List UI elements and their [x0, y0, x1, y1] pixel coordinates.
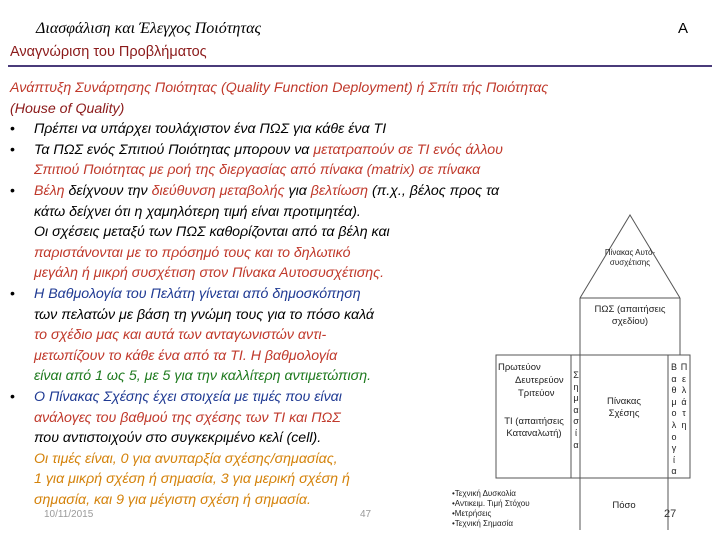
bullet-4-cont-1: των πελατών με βάση τη γνώμη τους για το πόσο καλά — [34, 306, 374, 323]
bullet-3: • Βέλη δείχνουν την διεύθυνση μεταβολής για βελτίωση (π.χ., βέλος προς τα — [10, 181, 700, 202]
roof-label: Πίνακας Αυτό-συσχέτισης — [604, 248, 656, 267]
rating-vertical-text-1: Β α θ μ ο λ ο γ ί α — [670, 362, 677, 477]
bullet-icon: • — [10, 285, 15, 302]
page-number: 27 — [664, 508, 677, 520]
what-tertiary: Τριτεύον — [518, 388, 555, 399]
bullet-icon: • — [10, 388, 15, 405]
bullet-2-cont: Σπιτιού Ποιότητας με ροή της διεργασίας από πίνακα (matrix) σε πίνακα — [34, 162, 481, 179]
bullet-3-cont-3: παριστάνονται με το πρόσημό τους και το δηλωτικό — [34, 244, 351, 261]
slide-section-letter: A — [677, 20, 688, 37]
footer-date: 10/11/2015 — [44, 509, 94, 520]
bullet-4-cont-4: είναι από 1 ως 5, με 5 για την καλλίτερη αντιμετώπιση. — [34, 368, 372, 385]
qfd-heading-greek: Ανάπτυξη Συνάρτησης Ποιότητας ( — [10, 80, 226, 96]
bullet-icon: • — [10, 182, 15, 199]
bullet-5-cont-5: σημασία, και 9 για μέγιστη σχέση ή σημασία. — [34, 491, 311, 508]
slide-subtitle: Αναγνώριση του Προβλήματος — [10, 44, 207, 60]
bullet-3-cont-2: Οι σχέσεις μεταξύ των ΠΩΣ καθορίζονται από τα βέλη και — [34, 224, 390, 241]
relation-label: Πίνακας Σχέσης — [607, 396, 641, 419]
bullet-4-cont-3: μετωπίζουν το κάθε ένα από τα ΤΙ. Η βαθμολογία — [34, 347, 338, 364]
bullet-icon: • — [10, 121, 15, 138]
what-primary: Πρωτεύον — [498, 362, 541, 373]
how-label: ΠΩΣ (απαιτήσεις σχεδίου) — [594, 304, 666, 327]
bullet-4-cont-2: το σχέδιο μας και αυτά των ανταγωνιστών αντι- — [34, 327, 327, 344]
bullet-5-cont-2: που αντιστοιχούν στο συγκεκριμένο κελί (cell). — [34, 430, 322, 447]
slide-title: Διασφάλιση και Έλεγχος Ποιότητας — [36, 20, 261, 37]
how-much-label: Πόσο — [612, 500, 636, 511]
footer-number: 47 — [360, 509, 372, 520]
legend-list: •Τεχνική Δυσκολία •Αντικειμ. Τιμή Στόχου •Μετρήσεις •Τεχνική Σημασία — [452, 489, 530, 528]
bullet-5-cont-4: 1 για μικρή σχέση ή σημασία, 3 για μερική σχέση ή — [34, 471, 350, 488]
bullet-2: • Τα ΠΩΣ ενός Σπιτιού Ποιότητας μπορουν να μετατραπούν σε ΤΙ ενός άλλου — [10, 140, 700, 161]
rating-vertical-text-2: Π ε λ ά τ η — [680, 362, 688, 430]
bullet-5: • Ο Πίνακας Σχέσης έχει στοιχεία με τιμές που είναι — [10, 387, 700, 408]
qfd-heading-english: Quality Function Deployment) ή Σπίτι τής Ποιότητας — [225, 80, 549, 96]
importance-vertical-text: Σ η μ α σ ί α — [573, 370, 579, 450]
bullet-1-text: Πρέπει να υπάρχει τουλάχιστον ένα ΠΩΣ για κάθε ένα ΤΙ — [34, 121, 387, 138]
bullet-icon: • — [10, 141, 15, 158]
what-label: ΤΙ (απαιτήσεις Καταναλωτή) — [504, 416, 564, 439]
bullet-4: • Η Βαθμολογία του Πελάτη γίνεται από δημοσκόπηση — [10, 284, 700, 305]
bullet-5-cont-1: ανάλογες του βαθμού της σχέσης των ΤΙ και ΠΩΣ — [34, 409, 341, 426]
house-of-quality: (House of Quality) — [10, 100, 125, 117]
bullet-3-cont-1: κάτω δείχνει ότι η χαμηλότερη τιμή είναι προτιμητέα). — [34, 203, 361, 220]
bullet-5-cont-3: Οι τιμές είναι, 0 για ανυπαρξία σχέσης/σημασίας, — [34, 450, 338, 467]
bullet-3-cont-4: μεγάλη ή μικρή συσχέτιση στον Πίνακα Αυτοσυσχέτισης. — [34, 265, 385, 282]
what-secondary: Δευτερεύον — [515, 375, 564, 386]
